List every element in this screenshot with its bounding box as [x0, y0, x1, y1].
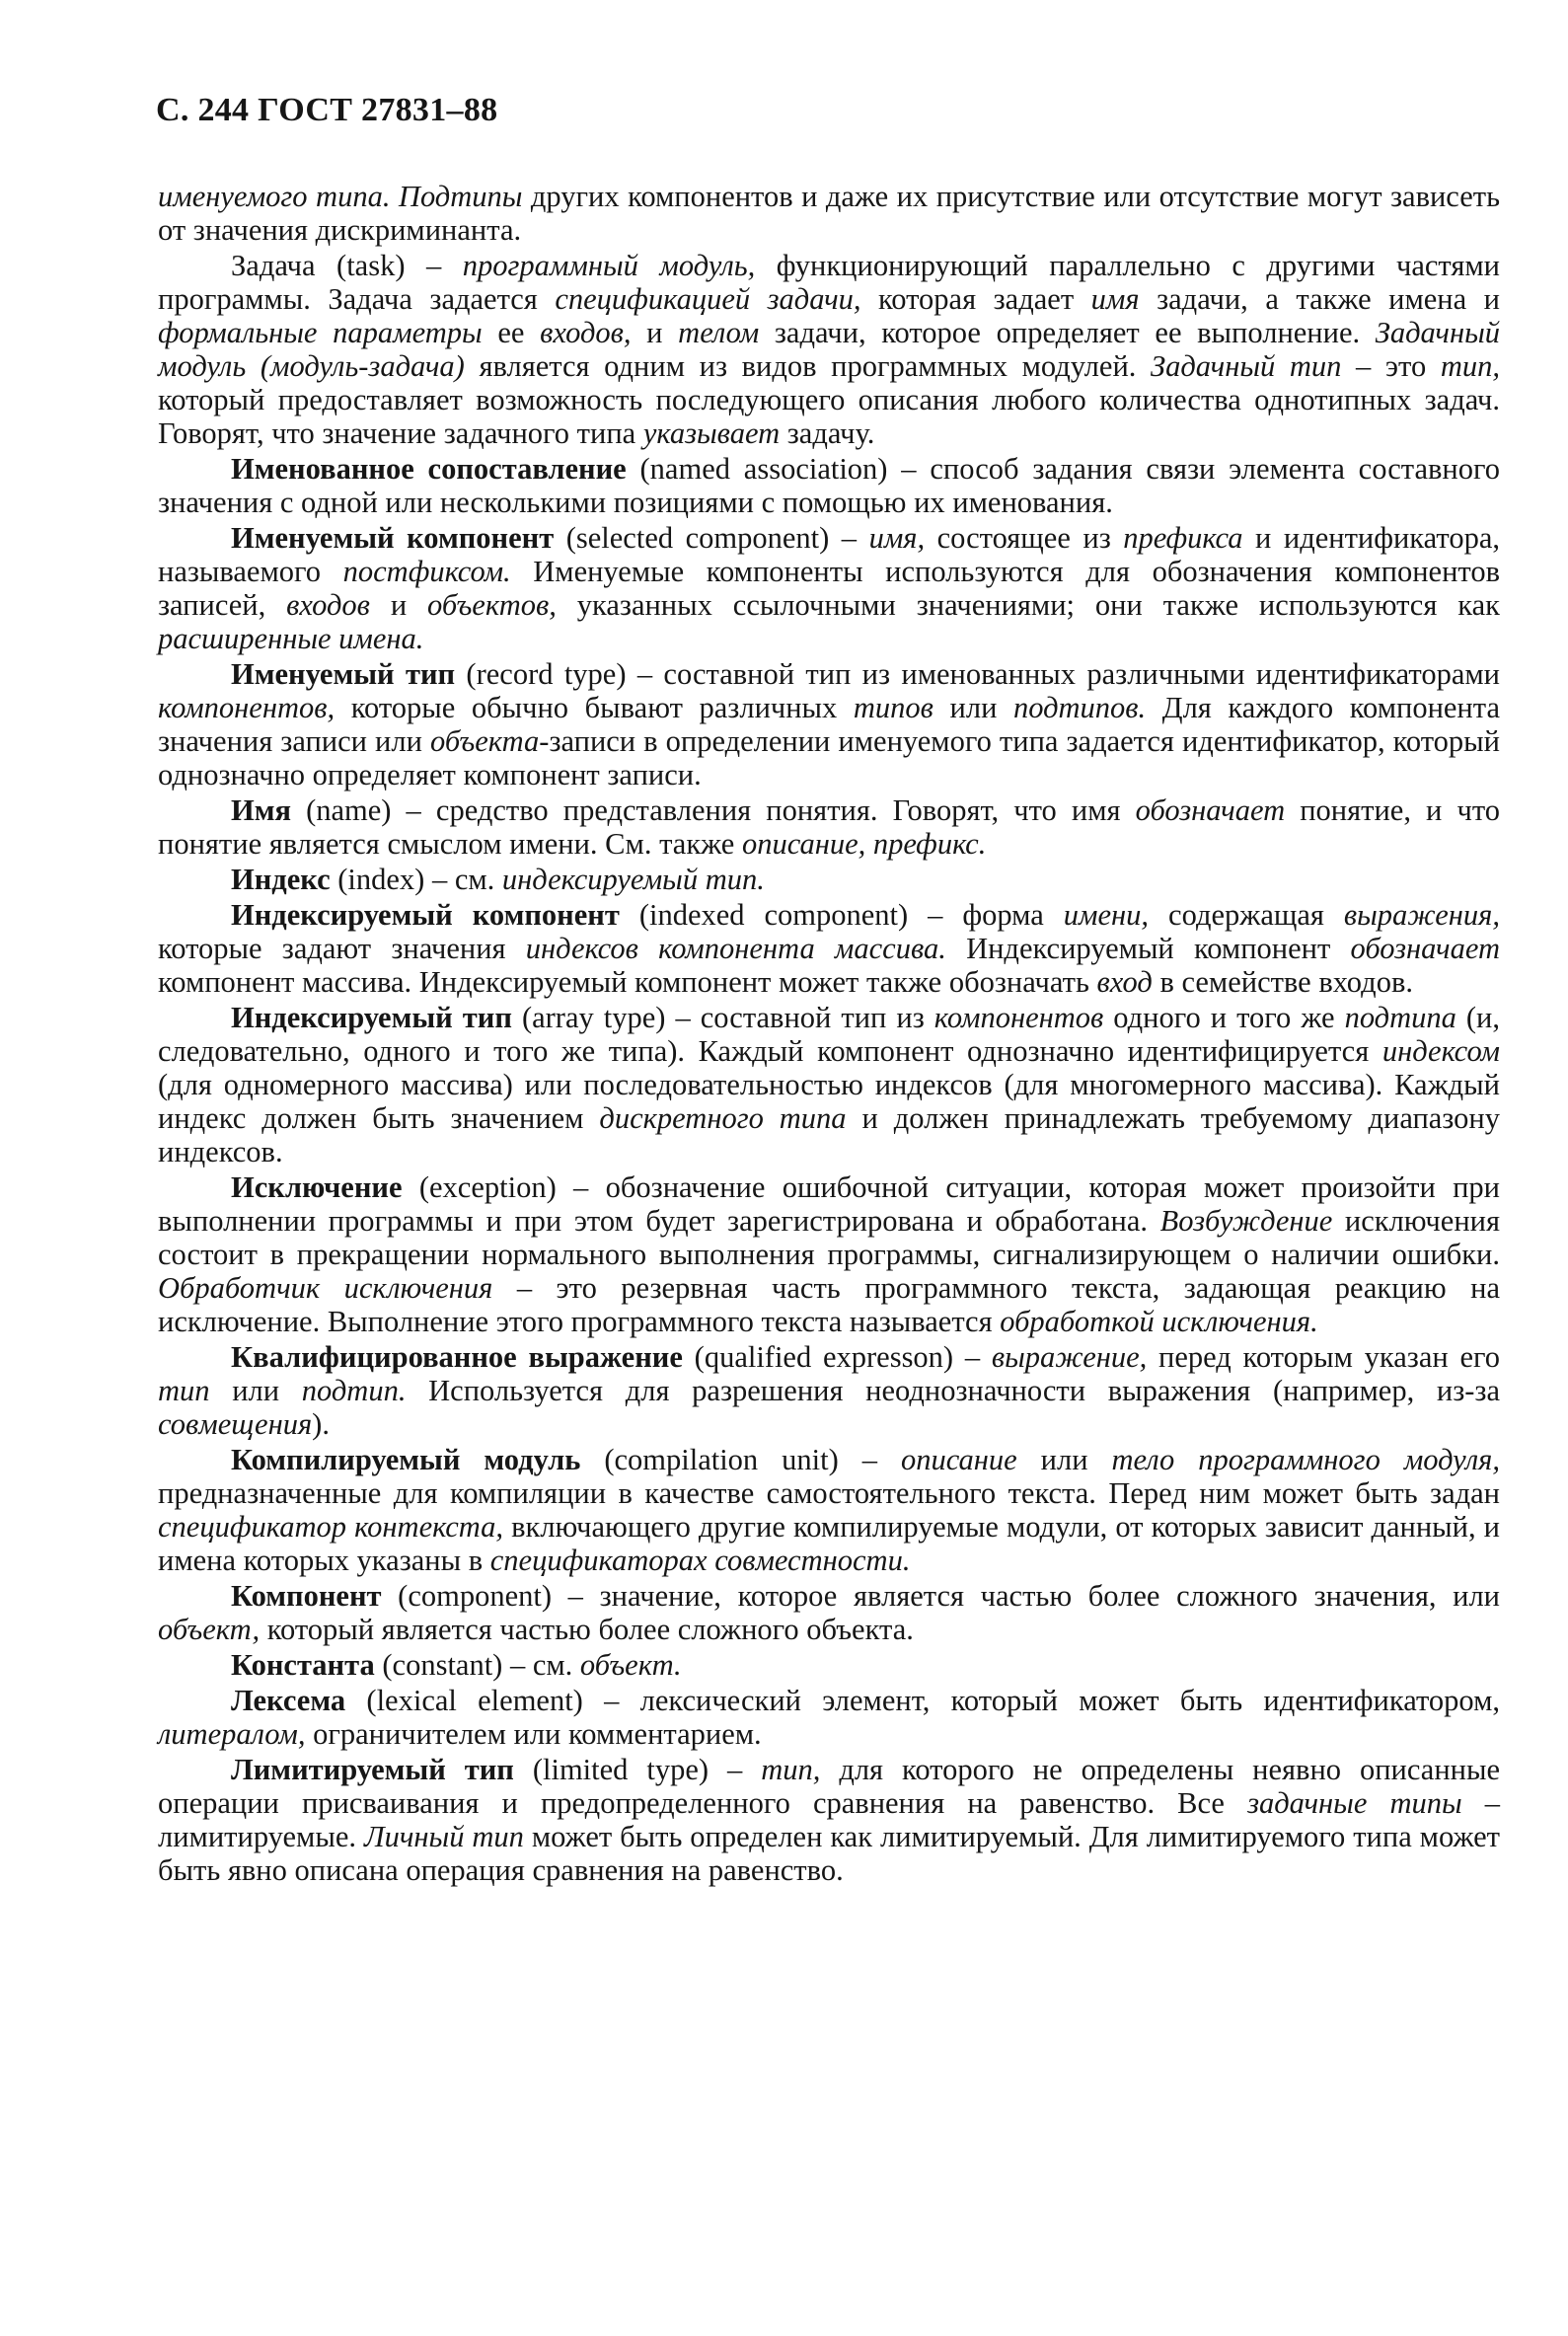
italic-term: постфиксом. — [342, 555, 511, 588]
paragraph-text: ограничителем или комментарием. — [305, 1717, 762, 1751]
paragraph-text: (limited type) – — [513, 1753, 762, 1786]
italic-term: обозначает — [1135, 793, 1286, 827]
term-heading: Компилируемый модуль — [231, 1443, 581, 1476]
paragraph-text: Задача (task) – — [231, 249, 463, 282]
term-heading: Квалифицированное выражение — [231, 1340, 683, 1374]
paragraph-text: и идентификатора, называемого — [158, 521, 1501, 588]
glossary-paragraph — [158, 521, 1500, 655]
italic-term: объект. — [579, 1648, 682, 1682]
italic-term: входов, — [540, 316, 632, 349]
italic-term: вход — [1096, 965, 1153, 999]
italic-term: совмещения — [158, 1407, 313, 1441]
glossary-paragraph — [158, 249, 1500, 450]
italic-term: Личный тип — [363, 1820, 524, 1853]
paragraph-text: (name) – средство представления понятия. Говорят, что имя — [291, 793, 1136, 827]
paragraph-text: – это резервная часть программного текста, задающая реакцию на исключение. Выполнение этого программного текста называется — [158, 1271, 1501, 1338]
paragraph-text: для которого не определены неявно описанные операции присваивания и предопределенного сравнения на равенство. Все — [158, 1753, 1501, 1820]
paragraph-text: других компонентов и даже их присутствие или отсутствие могут зависеть от значения дискриминанта. — [158, 180, 1500, 247]
paragraph-text: Индексируемый компонент — [945, 932, 1351, 965]
italic-term: спецификацией задачи, — [555, 282, 861, 316]
paragraph-text: (compilation unit) – — [580, 1443, 901, 1476]
glossary-paragraph — [158, 452, 1500, 519]
paragraph-text: (для одномерного массива) или последовательностью индексов (для многомерного массива). Каждый индекс должен быть значением — [158, 1068, 1500, 1135]
glossary-paragraph — [158, 1001, 1500, 1168]
paragraph-text: задачи, которое определяет ее выполнение. — [759, 316, 1376, 349]
paragraph-text: одного и того же — [1103, 1001, 1345, 1034]
glossary-paragraph — [158, 1753, 1500, 1887]
term-heading: Индекс — [231, 863, 331, 896]
paragraph-text: Используется для разрешения неоднозначности выражения (например, из-за — [406, 1374, 1500, 1407]
paragraph-text: (component) – значение, которое является частью более сложного значения, или — [381, 1579, 1500, 1613]
paragraph-text: является одним из видов программных модулей. — [464, 349, 1152, 383]
italic-term: выражения, — [1343, 898, 1500, 932]
glossary-paragraph — [158, 180, 1500, 247]
paragraph-text: и — [369, 588, 428, 622]
paragraph-text: (named association) – способ задания связи элемента составного значения с одной или несколькими позициями с помощью их именования. — [158, 452, 1500, 519]
italic-term: указывает — [642, 416, 781, 450]
paragraph-text: или — [933, 691, 1013, 724]
paragraph-text: которая задает — [860, 282, 1091, 316]
glossary-paragraph — [158, 1684, 1500, 1751]
paragraph-text: и должен принадлежать требуемому диапазону индексов. — [158, 1101, 1501, 1168]
italic-term: спецификаторах совместности. — [489, 1544, 911, 1577]
italic-term: индексом — [1381, 1034, 1500, 1068]
glossary-paragraph — [158, 657, 1500, 791]
paragraph-text: содержащая — [1149, 898, 1344, 932]
paragraph-text: в семействе входов. — [1152, 965, 1413, 999]
paragraph-text: задачи, а также имена и — [1139, 282, 1501, 316]
italic-term: расширенные имена. — [158, 622, 424, 655]
italic-term: объекта — [429, 724, 540, 758]
italic-term: дискретного типа — [599, 1101, 847, 1135]
glossary-paragraph — [158, 1579, 1500, 1646]
glossary-paragraph — [158, 1443, 1500, 1577]
paragraph-text: – это — [1341, 349, 1441, 383]
paragraph-text: (lexical element) – лексический элемент, который может быть идентификатором, — [345, 1684, 1500, 1717]
italic-term: типов — [853, 691, 933, 724]
term-heading: Лексема — [231, 1684, 346, 1717]
italic-term: Обработчик исключения — [158, 1271, 493, 1305]
paragraph-text: задачу. — [780, 416, 875, 450]
italic-term: индексов компонента массива. — [525, 932, 946, 965]
italic-term: тело программного модуля, — [1111, 1443, 1500, 1476]
paragraph-text: или — [1016, 1443, 1112, 1476]
paragraph-text: Для каждого компонента значения записи или — [158, 691, 1500, 758]
italic-term: Задачный модуль (модуль-задача) — [158, 316, 1500, 383]
paragraph-text: и — [631, 316, 679, 349]
italic-term: программный модуль, — [462, 249, 756, 282]
paragraph-text: (indexed component) – форма — [619, 898, 1064, 932]
paragraph-text: (и, следовательно, одного и того же типа). Каждый компонент однозначно идентифицируется — [158, 1001, 1501, 1068]
italic-term: объектов, — [427, 588, 557, 622]
term-heading: Именуемый компонент — [231, 521, 555, 555]
paragraph-text: состоящее из — [925, 521, 1124, 555]
paragraph-text: – лимитируемые. — [158, 1786, 1501, 1853]
paragraph-text: -записи в определении именуемого типа задается идентификатор, который однозначно определяет компонент записи. — [158, 724, 1500, 791]
term-heading: Индексируемый компонент — [231, 898, 620, 932]
italic-term: префикса — [1123, 521, 1243, 555]
paragraph-text: которые обычно бывают различных — [335, 691, 854, 724]
paragraph-text: который предоставляет возможность последующего описания любого количества однотипных задач. Говорят, что значение задачного типа — [158, 383, 1500, 450]
paragraph-text: ее — [482, 316, 541, 349]
term-heading: Имя — [231, 793, 291, 827]
paragraph-text: (qualified expresson) – — [682, 1340, 992, 1374]
italic-term: телом — [678, 316, 760, 349]
paragraph-text: указанных ссылочными значениями; они также используются как — [556, 588, 1500, 622]
paragraph-text: включающего другие компилируемые модули, от которых зависит данный, и имена которых указаны в — [158, 1510, 1500, 1577]
italic-term: компонентов — [933, 1001, 1104, 1034]
glossary-paragraph — [158, 898, 1500, 999]
italic-term: описание, префикс. — [741, 827, 987, 861]
term-heading: Именуемый тип — [231, 657, 456, 691]
term-heading: Лимитируемый тип — [231, 1753, 514, 1786]
paragraph-text: или — [209, 1374, 302, 1407]
paragraph-text: (constant) – см. — [374, 1648, 580, 1682]
italic-term: объект, — [158, 1613, 261, 1646]
italic-term: обработкой исключения. — [1000, 1305, 1318, 1338]
term-heading: Исключение — [231, 1170, 403, 1204]
paragraph-text: (array type) – составной тип из — [511, 1001, 934, 1034]
italic-term: входов — [286, 588, 370, 622]
term-heading: Константа — [231, 1648, 375, 1682]
paragraph-text: Именуемые компоненты используются для обозначения компонентов записей, — [158, 555, 1500, 622]
italic-term: компонентов, — [158, 691, 336, 724]
paragraph-text: (record type) – составной тип из именованных различными идентификаторами — [455, 657, 1500, 691]
italic-term: Задачный тип — [1151, 349, 1342, 383]
paragraph-text: компонент массива. Индексируемый компонент может также обозначать — [158, 965, 1097, 999]
paragraph-text: понятие, и что понятие является смыслом имени. См. также — [158, 793, 1500, 861]
italic-term: имя, — [868, 521, 926, 555]
paragraph-text: может быть определен как лимитируемый. Для лимитируемого типа может быть явно описана операция сравнения на равенство. — [158, 1820, 1500, 1887]
glossary-paragraph — [158, 1170, 1500, 1338]
italic-term: выражение, — [991, 1340, 1148, 1374]
paragraph-text: перед которым указан его — [1147, 1340, 1500, 1374]
italic-term: спецификатор контекста, — [158, 1510, 504, 1544]
paragraph-text: предназначенные для компиляции в качестве самостоятельного текста. Перед ним может быть задан — [158, 1476, 1500, 1510]
italic-term: именуемого типа. Подтипы — [158, 180, 523, 213]
page-header: С. 244 ГОСТ 27831–88 — [156, 92, 498, 128]
paragraph-text: (selected component) – — [554, 521, 869, 555]
italic-term: формальные параметры — [158, 316, 483, 349]
italic-term: имя — [1090, 282, 1140, 316]
italic-term: индексируемый тип. — [501, 863, 765, 896]
glossary-paragraph — [158, 1648, 1500, 1682]
glossary-paragraph — [158, 863, 1500, 896]
italic-term: подтипа — [1344, 1001, 1456, 1034]
italic-term: тип, — [761, 1753, 821, 1786]
term-heading: Индексируемый тип — [231, 1001, 512, 1034]
italic-term: Возбуждение — [1159, 1204, 1333, 1238]
paragraph-text: который является частью более сложного объекта. — [260, 1613, 914, 1646]
glossary-paragraph — [158, 1340, 1500, 1441]
italic-term: обозначает — [1350, 932, 1500, 965]
paragraph-text: исключения состоит в прекращении нормального выполнения программы, сигнализирующем о наличии ошибки. — [158, 1204, 1500, 1271]
glossary-paragraph — [158, 793, 1500, 861]
document-page — [158, 91, 1500, 1889]
paragraph-text: которые задают значения — [158, 932, 526, 965]
italic-term: подтипов. — [1013, 691, 1147, 724]
term-heading: Компонент — [231, 1579, 382, 1613]
italic-term: задачные типы — [1247, 1786, 1462, 1820]
italic-term: тип — [158, 1374, 210, 1407]
italic-term: описание — [901, 1443, 1017, 1476]
italic-term: подтип. — [301, 1374, 407, 1407]
italic-term: литералом, — [158, 1717, 306, 1751]
term-heading: Именованное сопоставление — [231, 452, 627, 486]
italic-term: тип, — [1440, 349, 1500, 383]
document-body — [158, 180, 1500, 1887]
paragraph-text: (index) – см. — [330, 863, 502, 896]
paragraph-text: (exception) – обозначение ошибочной ситуации, которая может произойти при выполнении программы и при этом будет зарегистрирована и обработана. — [158, 1170, 1500, 1238]
paragraph-text: функционирующий параллельно с другими частями программы. Задача задается — [158, 249, 1500, 316]
paragraph-text: ). — [312, 1407, 330, 1441]
italic-term: имени, — [1063, 898, 1150, 932]
